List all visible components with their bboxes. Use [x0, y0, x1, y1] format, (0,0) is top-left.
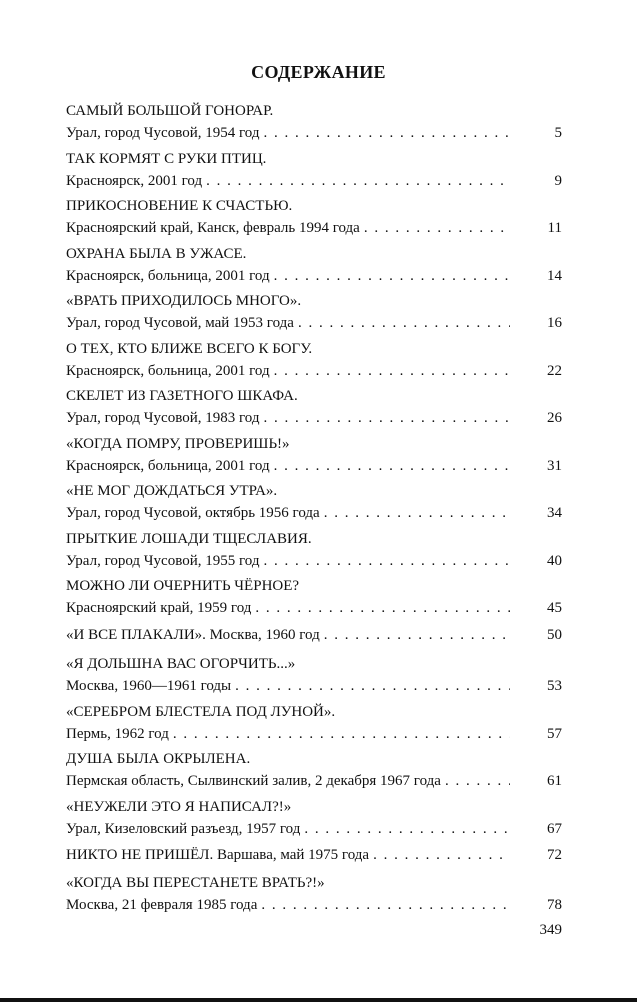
dot-leader [206, 170, 510, 192]
toc-entry-location: Красноярский край, 1959 год [66, 600, 252, 616]
toc-entry-line [66, 312, 562, 334]
toc-entry-heading: «СЕРЕБРОМ БЛЕСТЕЛА ПОД ЛУНОЙ». [66, 704, 336, 720]
dot-leader [324, 624, 510, 646]
dot-leader [263, 550, 510, 572]
dot-leader [261, 894, 510, 916]
toc-entry [66, 290, 562, 334]
toc-entry-heading: МОЖНО ЛИ ОЧЕРНИТЬ ЧЁРНОЕ? [66, 578, 300, 594]
toc-entry-line [66, 597, 562, 619]
toc-entry [66, 528, 562, 572]
toc-entry-location: Москва, 1960—1961 годы [66, 678, 232, 694]
toc-entry [66, 701, 562, 745]
toc-entry-location: Урал, город Чусовой, 1954 год [66, 125, 260, 141]
toc-entry [66, 148, 562, 192]
toc-entry-heading: САМЫЙ БОЛЬШОЙ ГОНОРАР. [66, 103, 274, 119]
dot-leader [255, 597, 510, 619]
toc-entry-heading: «НЕ МОГ ДОЖДАТЬСЯ УТРА». [66, 483, 278, 499]
toc-entry-line [66, 502, 562, 524]
toc-entry-line [66, 723, 562, 745]
toc-entry-line [66, 170, 562, 192]
toc-entry-page: 14 [547, 268, 562, 284]
toc-entry-location: НИКТО НЕ ПРИШЁЛ. Варшава, май 1975 года [66, 847, 370, 863]
toc-entry-page: 16 [547, 315, 562, 331]
toc-entry-page: 31 [547, 458, 562, 474]
dot-leader [364, 217, 510, 239]
toc-entry-location: Урал, город Чусовой, 1955 год [66, 553, 260, 569]
dot-leader [373, 844, 510, 866]
toc-title: СОДЕРЖАНИЕ [251, 62, 386, 82]
toc-entry-page: 22 [547, 363, 562, 379]
toc-entry-line [66, 217, 562, 239]
dot-leader [235, 675, 510, 697]
toc-entry-line [66, 265, 562, 287]
toc-entry [66, 385, 562, 429]
toc-entry-heading: «КОГДА ВЫ ПЕРЕСТАНЕТЕ ВРАТЬ?!» [66, 875, 325, 891]
dot-leader [274, 360, 510, 382]
toc-entry [66, 243, 562, 287]
toc-entry [66, 844, 562, 866]
toc-entry-location: Пермь, 1962 год [66, 726, 169, 742]
toc-entry-heading: «НЕУЖЕЛИ ЭТО Я НАПИСАЛ?!» [66, 799, 292, 815]
toc-entry-line [66, 455, 562, 477]
toc-entry-page: 50 [547, 627, 562, 643]
toc-entry-line [66, 550, 562, 572]
toc-entry [66, 433, 562, 477]
toc-entry-heading: ДУША БЫЛА ОКРЫЛЕНА. [66, 751, 251, 767]
toc-entry-heading: ПРЫТКИЕ ЛОШАДИ ТЩЕСЛАВИЯ. [66, 531, 312, 547]
toc-entry-location: Урал, город Чусовой, май 1953 года [66, 315, 294, 331]
toc-entry-heading: СКЕЛЕТ ИЗ ГАЗЕТНОГО ШКАФА. [66, 388, 298, 404]
toc-entry-line [66, 624, 562, 646]
toc-entry-page: 40 [547, 553, 562, 569]
toc-entry-heading: «КОГДА ПОМРУ, ПРОВЕРИШЬ!» [66, 436, 290, 452]
dot-leader [274, 455, 510, 477]
toc-entry-heading: О ТЕХ, КТО БЛИЖЕ ВСЕГО К БОГУ. [66, 341, 313, 357]
dot-leader [274, 265, 510, 287]
toc-entry-heading: «ВРАТЬ ПРИХОДИЛОСЬ МНОГО». [66, 293, 302, 309]
toc-entry-page: 34 [547, 505, 562, 521]
toc-entry-heading: ТАК КОРМЯТ С РУКИ ПТИЦ. [66, 151, 267, 167]
dot-leader [445, 770, 510, 792]
toc-entry-page: 72 [547, 847, 562, 863]
toc-entry-location: Красноярск, больница, 2001 год [66, 363, 270, 379]
toc-entry-location: Красноярск, больница, 2001 год [66, 458, 270, 474]
toc-entry [66, 624, 562, 646]
toc-entry [66, 796, 562, 840]
toc-entry-location: Урал, город Чусовой, 1983 год [66, 410, 260, 426]
toc-entry-page: 53 [547, 678, 562, 694]
toc-entry [66, 653, 562, 697]
toc-entry [66, 748, 562, 792]
toc-entry-page: 5 [554, 125, 562, 141]
toc-entry-heading: ОХРАНА БЫЛА В УЖАСЕ. [66, 246, 247, 262]
toc-entry-line [66, 894, 562, 916]
toc-entry [66, 480, 562, 524]
toc-entry-location: Пермская область, Сылвинский залив, 2 декабря 1967 года [66, 773, 441, 789]
toc-entry [66, 872, 562, 916]
toc-entry-page: 26 [547, 410, 562, 426]
toc-entry-heading: ПРИКОСНОВЕНИЕ К СЧАСТЬЮ. [66, 198, 293, 214]
toc-entry-location: Красноярский край, Канск, февраль 1994 года [66, 220, 360, 236]
dot-leader [304, 818, 510, 840]
toc-entry-line [66, 770, 562, 792]
toc-entry-line [66, 407, 562, 429]
toc-entry-location: Урал, город Чусовой, октябрь 1956 года [66, 505, 320, 521]
dot-leader [173, 723, 510, 745]
dot-leader [298, 312, 510, 334]
dot-leader [263, 122, 510, 144]
toc-entry [66, 195, 562, 239]
toc-entry-line [66, 360, 562, 382]
toc-entry-location: «И ВСЕ ПЛАКАЛИ». Москва, 1960 год [66, 627, 320, 643]
toc-entry-page: 78 [547, 897, 562, 913]
toc-entry-page: 57 [547, 726, 562, 742]
toc-entry-line [66, 122, 562, 144]
toc-entry [66, 338, 562, 382]
page-number: 349 [539, 922, 562, 938]
toc-entry-page: 45 [547, 600, 562, 616]
toc-entry-heading: «Я ДОЛЬШНА ВАС ОГОРЧИТЬ...» [66, 656, 296, 672]
toc-entry-location: Москва, 21 февраля 1985 года [66, 897, 258, 913]
dot-leader [263, 407, 510, 429]
toc-entry-line [66, 844, 562, 866]
toc-entry-location: Красноярск, больница, 2001 год [66, 268, 270, 284]
toc-entry [66, 575, 562, 619]
toc-entry-page: 61 [547, 773, 562, 789]
bottom-rule [0, 998, 637, 1002]
toc-entry-location: Красноярск, 2001 год [66, 173, 203, 189]
toc-entry-page: 9 [554, 173, 562, 189]
toc-entry-line [66, 818, 562, 840]
toc-entry-location: Урал, Кизеловский разъезд, 1957 год [66, 821, 301, 837]
toc-entry-page: 11 [547, 220, 562, 236]
toc-entry-line [66, 675, 562, 697]
dot-leader [324, 502, 510, 524]
toc-entry [66, 100, 562, 144]
toc-entry-page: 67 [547, 821, 562, 837]
